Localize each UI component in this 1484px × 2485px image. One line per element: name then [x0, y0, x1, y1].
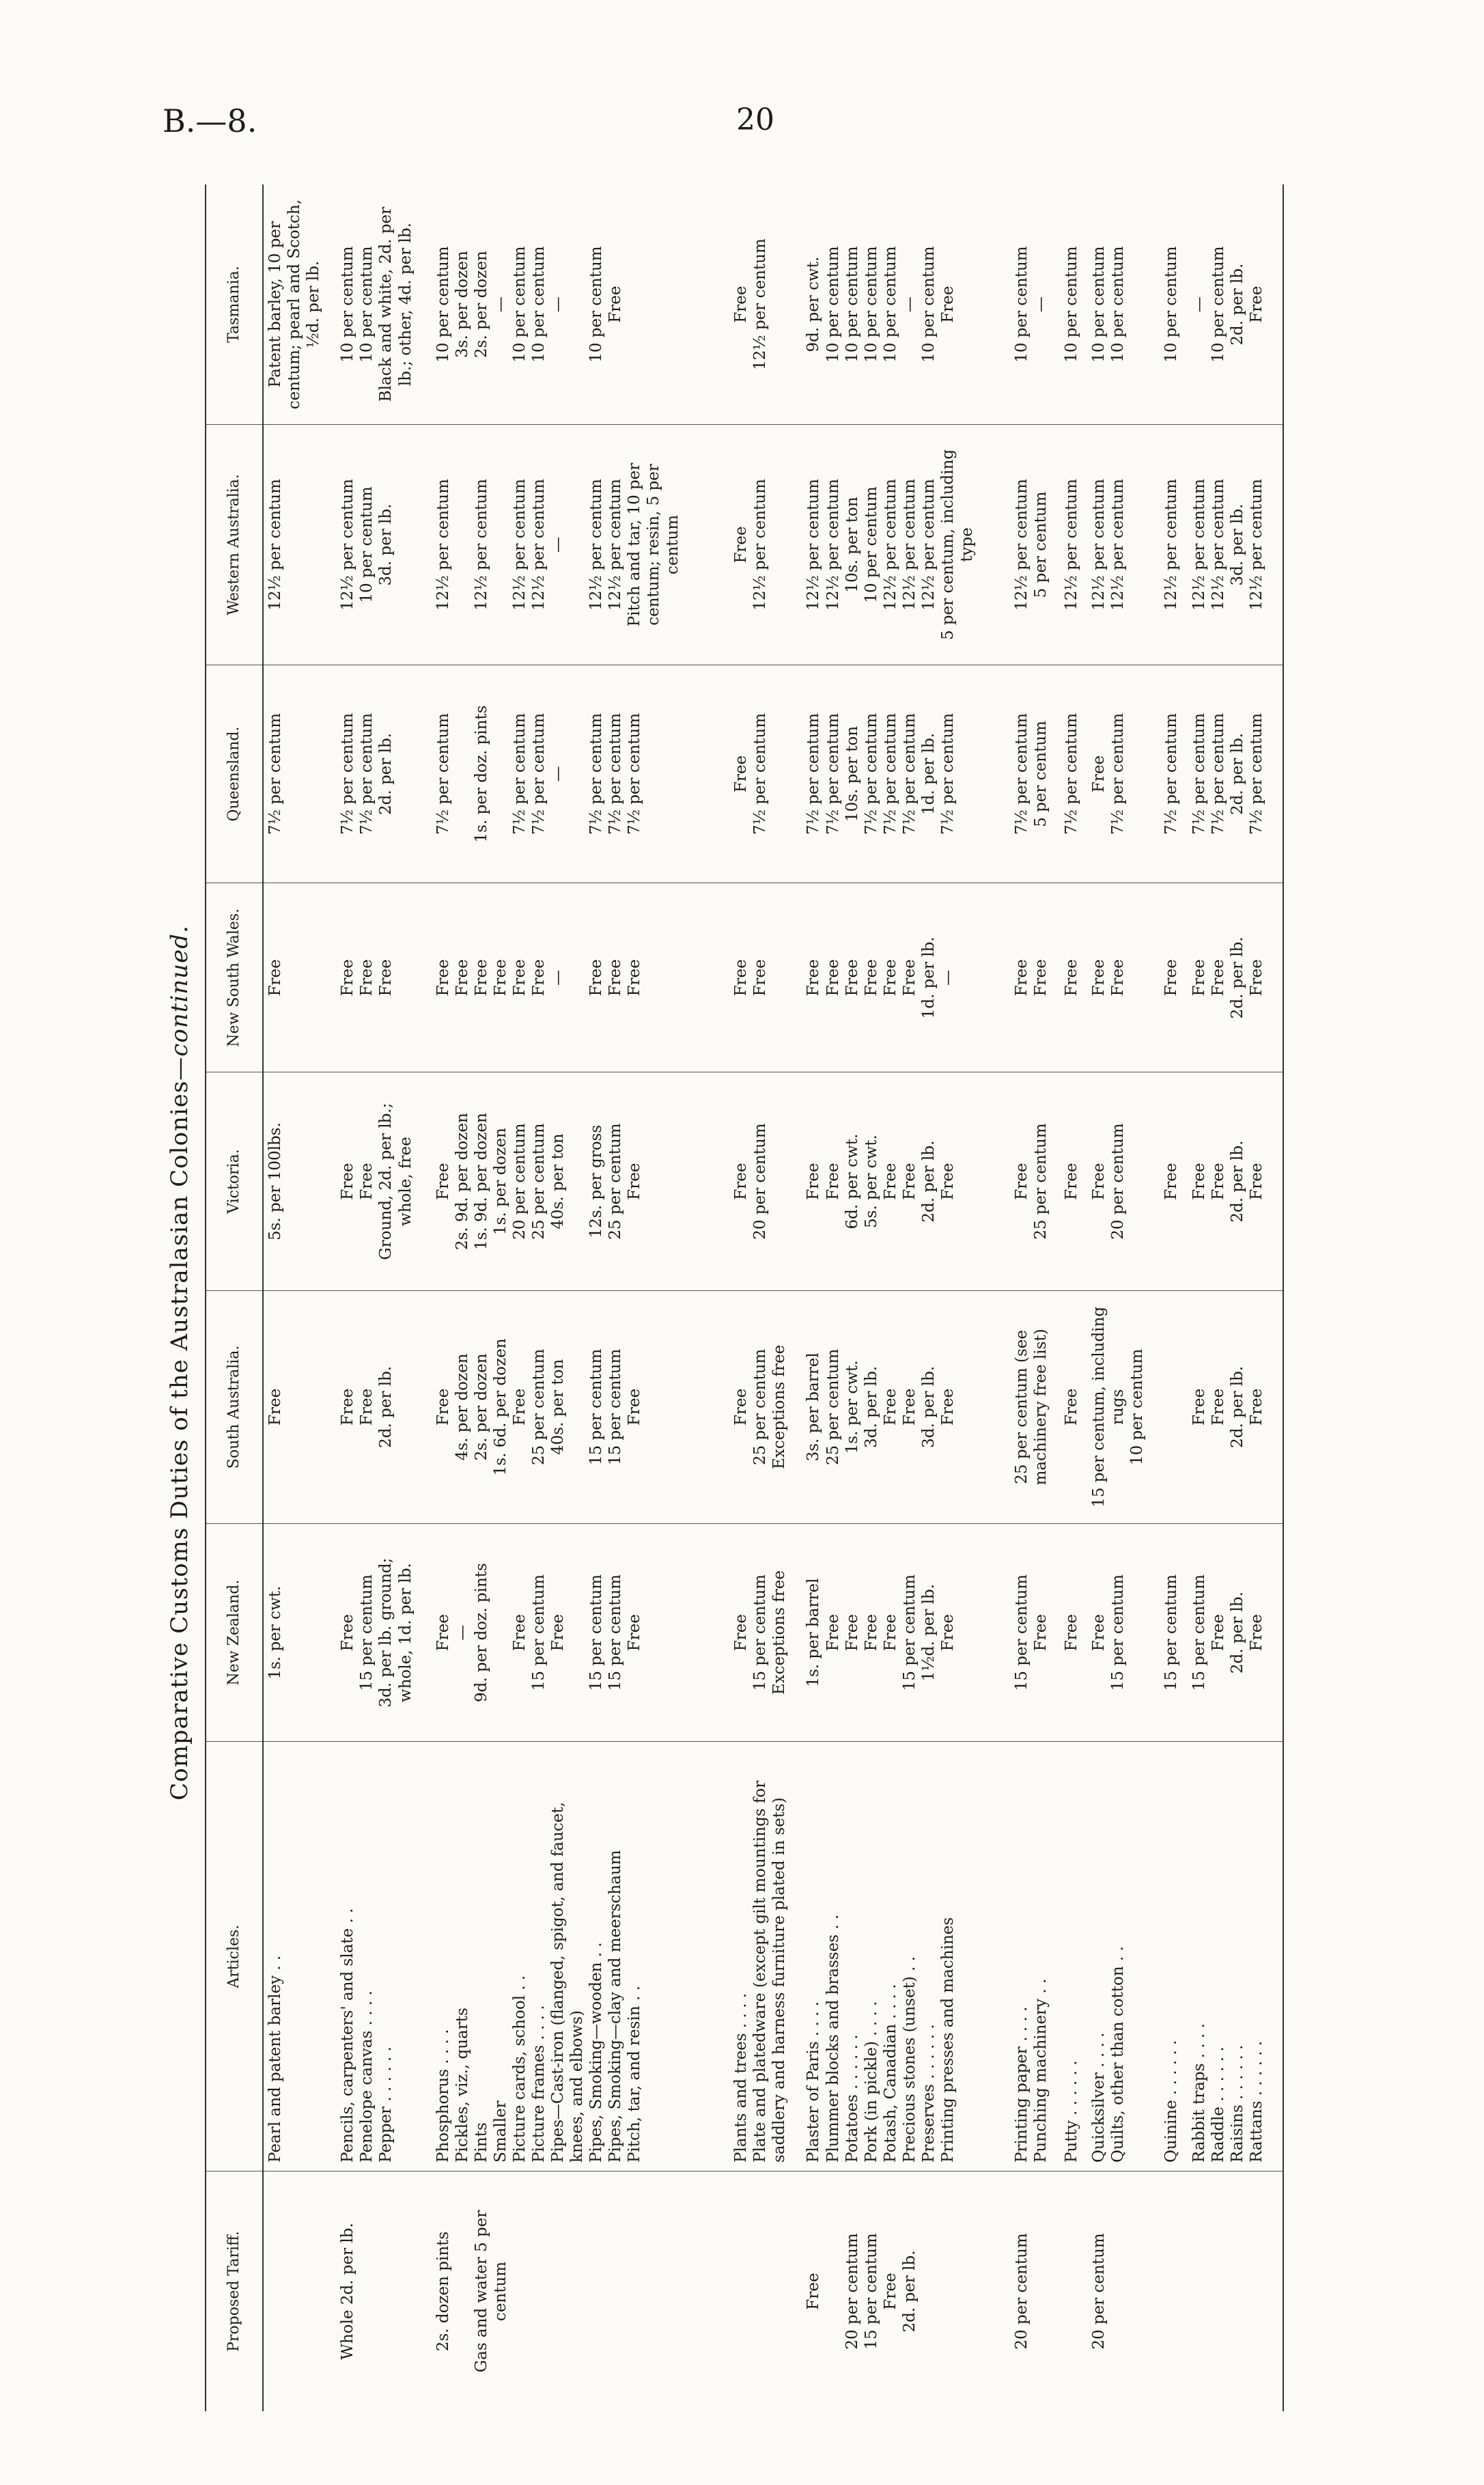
cell-sa: Free [263, 1290, 336, 1523]
cell-vic: Free 20 per centum [1087, 1072, 1160, 1291]
cell-nsw: Free Free 2d. per lb. Free [1188, 883, 1283, 1072]
cell-tas: — 10 per centum 2d. per lb. Free [1190, 246, 1265, 363]
cell-articles: Putty . . . . . . [1060, 1742, 1087, 2171]
cell-nsw: Free Free Free Free Free Free — Free Free Free [432, 883, 730, 1072]
customs-duties-table [205, 184, 1284, 2411]
cell-vic: Free 2s. 9d. per dozen 1s. 9d. per dozen 1s. per dozen 20 per centum 25 per centum 40s. per ton 12s. per gross 25 per centum Free [432, 1072, 730, 1291]
cell-tas: 10 per centum 10 per centum Black and white, 2d. per lb.; other, 4d. per lb. [339, 206, 415, 402]
cell-articles: Quinine . . . . . . [1160, 1742, 1187, 2171]
cell-tariff: Whole 2d. per lb. [336, 2171, 431, 2411]
cell-wa: 12½ per centum [1060, 425, 1087, 665]
cell-tas: Free 12½ per centum [732, 238, 770, 370]
cell-articles: Rabbit traps . . . . Raddle . . . . . . Raisins . . . . . . Rattans . . . . . . [1188, 1742, 1283, 2171]
cell-nsw: Free [263, 883, 336, 1072]
cell-wa: 12½ per centum 12½ per centum 12½ per centum 12½ per centum — 12½ per centum 12½ per centum Pitch and tar, 10 per centum; resin, 5 per centum [432, 425, 730, 665]
table-row [432, 184, 730, 2411]
cell-nz: Free 15 per centum Exceptions free [729, 1523, 802, 1742]
table-row [336, 184, 431, 2411]
cell-tas: 10 per centum 3s. per dozen 2s. per dozen — 10 per centum 10 per centum — 10 per centum Free [434, 246, 625, 363]
cell-sa [1160, 1290, 1187, 1523]
cell-vic: Free [1060, 1072, 1087, 1291]
col-articles: Articles. [206, 1742, 263, 2171]
table-row [1188, 184, 1283, 2411]
cell-qld: 7½ per centum 1s. per doz. pints 7½ per centum 7½ per centum — 7½ per centum 7½ per centum 7½ per centum [432, 665, 730, 883]
cell-qld: 7½ per centum 7½ per centum 10s. per ton 7½ per centum 7½ per centum 7½ per centum 1d. per lb. 7½ per centum [802, 665, 1009, 883]
col-queensland: Queensland. [206, 665, 263, 883]
cell-tariff: Free 20 per centum 15 per centum Free 2d. per lb. [802, 2171, 1009, 2411]
table-heading [156, 270, 204, 2456]
table-row [263, 184, 336, 2411]
duties-table-wrapper [205, 184, 1484, 2411]
cell-articles: Quicksilver . . . . Quilts, other than cotton . . [1087, 1742, 1160, 2171]
cell-qld: 7½ per centum 7½ per centum 2d. per lb. [336, 665, 431, 883]
cell-sa: 25 per centum (see machinery free list) [1010, 1290, 1060, 1523]
cell-wa: 12½ per centum 12½ per centum 3d. per lb. 12½ per centum [1188, 425, 1283, 665]
cell-nz: Free — 9d. per doz. pints Free 15 per centum Free 15 per centum 15 per centum Free [432, 1523, 730, 1742]
cell-tas: 9d. per cwt. 10 per centum 10 per centum 10 per centum 10 per centum — 10 per centum Free [804, 246, 957, 363]
cell-tas: 10 per centum [1162, 246, 1181, 363]
cell-qld: Free 7½ per centum [1087, 665, 1160, 883]
cell-sa: 3s. per barrel 25 per centum 1s. per cwt. 3d. per lb. Free Free 3d. per lb. Free [802, 1290, 1009, 1523]
cell-sa: Free 25 per centum Exceptions free [729, 1290, 802, 1523]
table-row [1160, 184, 1187, 2411]
cell-nz: 15 per centum Free 2d. per lb. Free [1188, 1523, 1283, 1742]
cell-qld: Free 7½ per centum [729, 665, 802, 883]
col-proposed-tariff: Proposed Tariff. [206, 2171, 263, 2411]
cell-nz: 1s. per barrel Free Free Free Free 15 per centum 1½d. per lb. Free [802, 1523, 1009, 1742]
table-row [1060, 184, 1087, 2411]
cell-articles: Printing paper . . . . Punching machinery . . [1010, 1742, 1060, 2171]
cell-sa: Free Free 2d. per lb. [336, 1290, 431, 1523]
cell-articles: Plaster of Paris . . . . Plummer blocks and brasses . . Potatoes . . . . . . Pork (in pickle) . . . . Potash, Canadian . . . . Precious stones (unset) . . Preserves . . . . . . Printing presses and machines [802, 1742, 1009, 2171]
cell-tariff: 20 per centum [1010, 2171, 1060, 2411]
cell-nz: Free 15 per centum 3d. per lb. ground; whole, 1d. per lb. [336, 1523, 431, 1742]
cell-nz: 15 per centum [1160, 1523, 1187, 1742]
cell-tariff [1188, 2171, 1283, 2411]
cell-qld: 7½ per centum 7½ per centum 2d. per lb. 7½ per centum [1188, 665, 1283, 883]
cell-sa: Free [1060, 1290, 1087, 1523]
cell-articles: Pearl and patent barley . . [263, 1742, 336, 2171]
cell-articles: Phosphorus . . . . Pickles, viz., quarts Pints Smaller Picture cards, school . . Picture frames . . . . Pipes—Cast-iron (flanged, spigot, and faucet, knees, and elbows) Pipes, Smoking—wooden . . Pipes, Smoking—clay and meerschaum Pitch, tar, and resin . . [432, 1742, 730, 2171]
cell-wa: 12½ per centum [1160, 425, 1187, 665]
cell-wa: 12½ per centum 10 per centum 3d. per lb. [336, 425, 431, 665]
cell-tariff [1060, 2171, 1087, 2411]
cell-nz: 1s. per cwt. [263, 1523, 336, 1742]
cell-vic: Free 25 per centum [1010, 1072, 1060, 1291]
cell-wa: 12½ per centum 12½ per centum [1087, 425, 1160, 665]
cell-qld: 7½ per centum [1060, 665, 1087, 883]
cell-nsw: Free Free [729, 883, 802, 1072]
cell-articles: Plants and trees . . . . Plate and platedware (except gilt mountings for saddlery and harness furniture plated in sets) [729, 1742, 802, 2171]
cell-vic: Free Free Ground, 2d. per lb.; whole, free [336, 1072, 431, 1291]
page-number: 20 [736, 102, 774, 137]
cell-vic: Free 20 per centum [729, 1072, 802, 1291]
col-new-zealand: New Zealand. [206, 1523, 263, 1742]
cell-nsw: Free Free Free Free Free Free 1d. per lb. — [802, 883, 1009, 1072]
cell-nz: Free 15 per centum [1087, 1523, 1160, 1742]
cell-tas: 10 per centum 10 per centum [1090, 246, 1128, 363]
cell-qld: 7½ per centum 5 per centum [1010, 665, 1060, 883]
cell-tariff [729, 2171, 802, 2411]
cell-qld: 7½ per centum [263, 665, 336, 883]
cell-qld: 7½ per centum [1160, 665, 1187, 883]
cell-nsw: Free [1060, 883, 1087, 1072]
col-tasmania: Tasmania. [206, 184, 263, 425]
cell-wa: 12½ per centum [263, 425, 336, 665]
cell-nsw: Free Free [1087, 883, 1160, 1072]
cell-wa: 12½ per centum 5 per centum [1010, 425, 1060, 665]
cell-nsw: Free Free Free [336, 883, 431, 1072]
page-reference: B.—8. [163, 102, 257, 139]
cell-nz: 15 per centum Free [1010, 1523, 1060, 1742]
cell-tariff [263, 2171, 336, 2411]
cell-nsw: Free [1160, 883, 1187, 1072]
cell-vic: Free Free 6d. per cwt. 5s. per cwt. Free Free 2d. per lb. Free [802, 1072, 1009, 1291]
cell-tas: Patent barley, 10 per centum; pearl and Scotch, ½d. per lb. [266, 199, 323, 410]
cell-vic: 5s. per 100lbs. [263, 1072, 336, 1291]
cell-tariff [1160, 2171, 1187, 2411]
table-row [729, 184, 802, 2411]
table-row [802, 184, 1009, 2411]
col-western-australia: Western Australia. [206, 425, 263, 665]
cell-tariff: 2s. dozen pints Gas and water 5 per centum [432, 2171, 730, 2411]
table-row [1087, 184, 1160, 2411]
col-victoria: Victoria. [206, 1072, 263, 1291]
col-new-south-wales: New South Wales. [206, 883, 263, 1072]
heading-continued: continued. [166, 925, 193, 1057]
cell-wa: Free 12½ per centum [729, 425, 802, 665]
cell-vic: Free [1160, 1072, 1187, 1291]
cell-sa: Free 4s. per dozen 2s. per dozen 1s. 6d. per dozen Free 25 per centum 40s. per ton 15 per centum 15 per centum Free [432, 1290, 730, 1523]
cell-sa: 15 per centum, including rugs 10 per centum [1087, 1290, 1160, 1523]
cell-vic: Free Free 2d. per lb. Free [1188, 1072, 1283, 1291]
cell-tariff: 20 per centum [1087, 2171, 1160, 2411]
table-row [1010, 184, 1060, 2411]
cell-sa: Free Free 2d. per lb. Free [1188, 1290, 1283, 1523]
cell-nsw: Free Free [1010, 883, 1060, 1072]
cell-tas: 10 per centum — [1012, 246, 1050, 363]
heading-main: Comparative Customs Duties of the Australasian Colonies— [166, 1056, 193, 1801]
col-south-australia: South Australia. [206, 1290, 263, 1523]
header-row [206, 184, 263, 2411]
cell-tas: 10 per centum [1063, 246, 1081, 363]
cell-wa: 12½ per centum 12½ per centum 10s. per ton 10 per centum 12½ per centum 12½ per centum 12½ per centum 5 per centum, including type [802, 425, 1009, 665]
cell-nz: Free [1060, 1523, 1087, 1742]
cell-articles: Pencils, carpenters' and slate . . Penelope canvas . . . . Pepper . . . . . . [336, 1742, 431, 2171]
